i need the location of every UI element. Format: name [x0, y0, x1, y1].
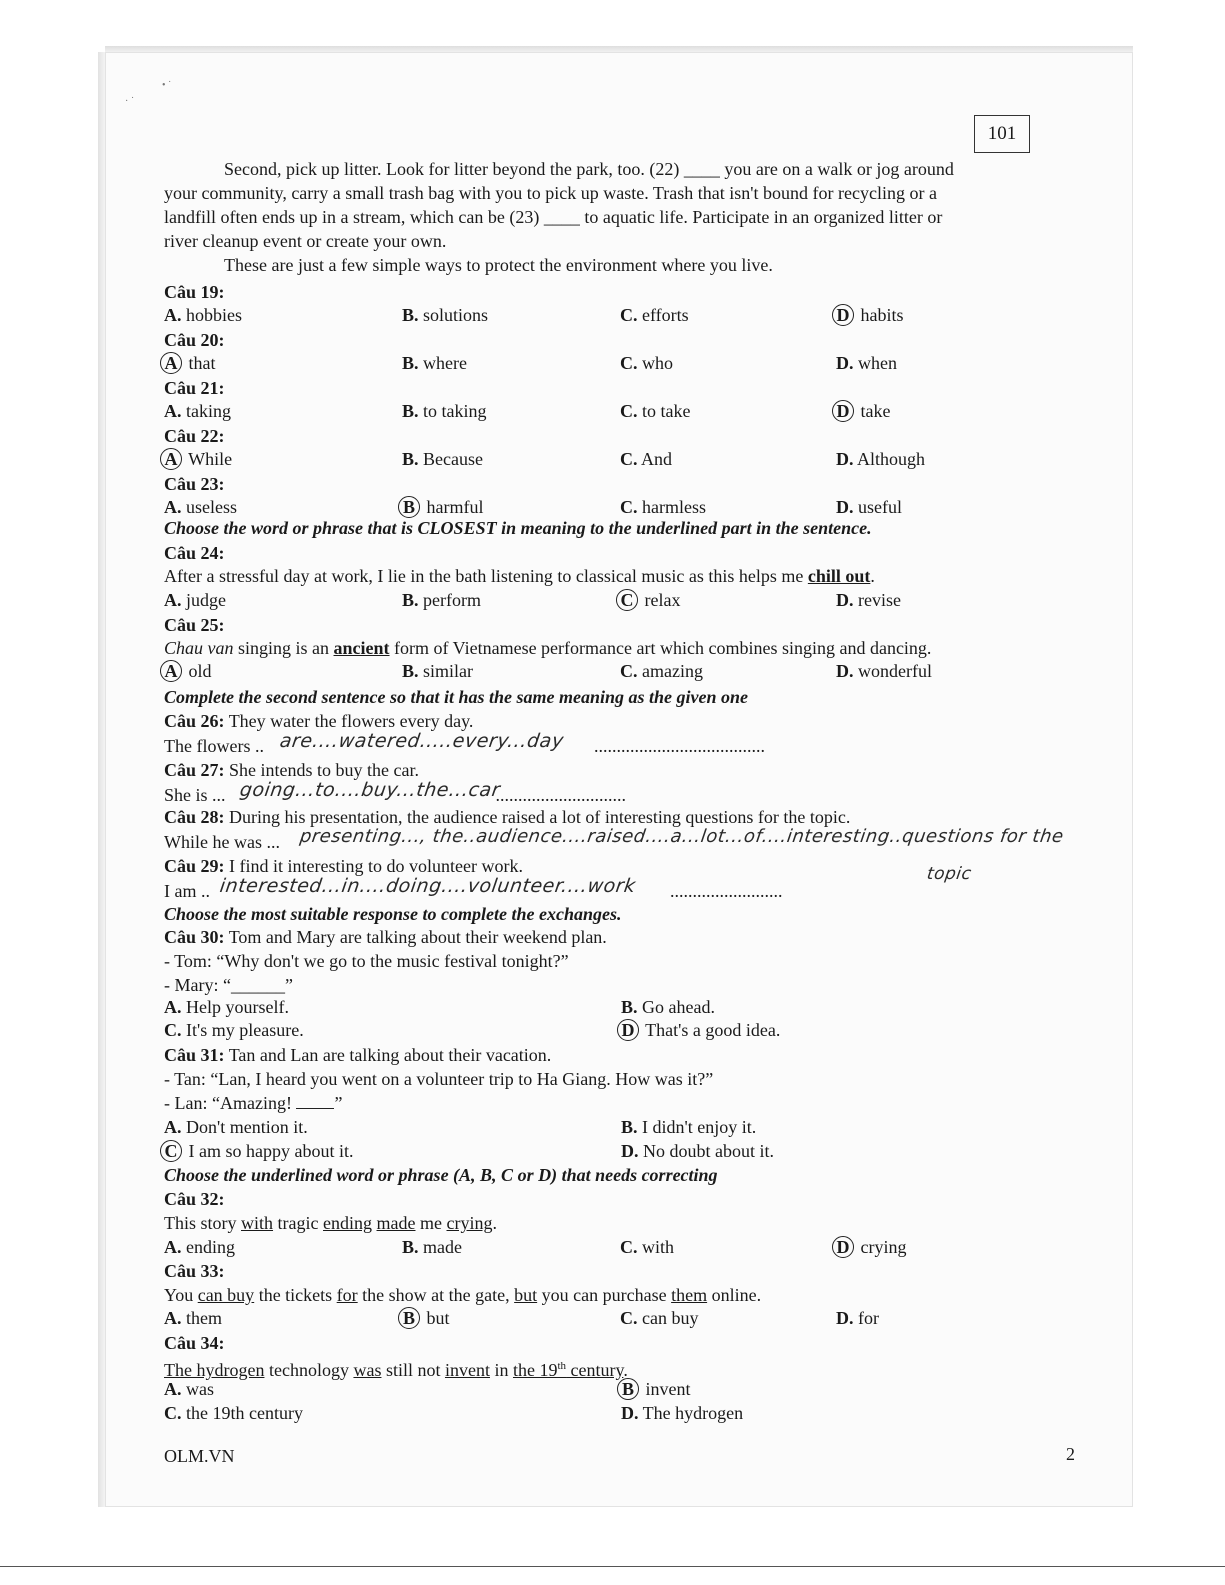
option: [164, 1307, 222, 1329]
question-label: Câu 34:: [164, 1333, 225, 1353]
question-label: Câu 32:: [164, 1189, 225, 1209]
option: [620, 304, 689, 326]
option-letter: A.: [164, 590, 182, 610]
option: [402, 496, 483, 518]
option: [836, 352, 897, 374]
circled-answer: A: [160, 660, 182, 682]
option-letter: D.: [621, 1141, 639, 1161]
instruction: Choose the underlined word or phrase (A, B, C or D) that needs correcting: [164, 1165, 718, 1185]
option-letter: C.: [620, 401, 638, 421]
option-text: relax: [640, 590, 681, 610]
circled-answer: C: [160, 1140, 182, 1162]
option-text: habits: [856, 305, 904, 325]
option: [621, 1402, 743, 1424]
option-letter: A.: [164, 401, 182, 421]
option: [402, 304, 488, 326]
option-text: harmful: [422, 497, 484, 517]
option-letter: B.: [402, 661, 419, 681]
underlined-part: them: [671, 1285, 708, 1305]
option-text: It's my pleasure.: [181, 1020, 304, 1040]
option: [621, 1116, 756, 1138]
option-text: The hydrogen: [638, 1403, 744, 1423]
option: [836, 304, 904, 326]
option-letter: D.: [621, 1403, 639, 1423]
option-text: While: [184, 449, 233, 469]
option-letter: D.: [836, 353, 854, 373]
underlined-part: ending: [323, 1213, 373, 1233]
option-text: ending: [181, 1237, 235, 1257]
passage-line: landfill often ends up in a stream, which can be (23) ____ to aquatic life. Participate in an organized litter or: [164, 207, 943, 227]
option-text: old: [184, 661, 212, 681]
option: [836, 400, 890, 422]
option-text: take: [856, 401, 891, 421]
circled-answer: D: [832, 1236, 854, 1258]
dialogue-line: - Mary: “______”: [164, 975, 293, 995]
option: [620, 589, 680, 611]
option-text: No doubt about it.: [638, 1141, 774, 1161]
option-text: that: [184, 353, 216, 373]
handwritten-answer: going...to....buy...the...car: [238, 779, 502, 801]
option: [836, 589, 901, 611]
option: [620, 660, 703, 682]
question-sentence: The hydrogen technology was still not invent in the 19th century.: [164, 1360, 628, 1380]
instruction: Complete the second sentence so that it has the same meaning as the given one: [164, 687, 749, 707]
handwritten-answer: interested...in....doing....volunteer....work: [218, 875, 638, 897]
option-text: crying: [856, 1237, 907, 1257]
option: [164, 1402, 303, 1424]
circled-answer: A: [160, 448, 182, 470]
option: [164, 448, 232, 470]
option-text: I am so happy about it.: [184, 1141, 354, 1161]
question-label: Câu 25:: [164, 615, 225, 635]
option-text: for: [853, 1308, 879, 1328]
option-letter: D.: [836, 661, 854, 681]
option-letter: C.: [620, 353, 638, 373]
exam-code: 101: [987, 123, 1017, 144]
option-text: harmless: [637, 497, 706, 517]
option-letter: B.: [621, 1117, 638, 1137]
option-letter: B.: [402, 305, 419, 325]
rewrite-answer-line: While he was ...: [164, 832, 280, 852]
option-text: revise: [853, 590, 901, 610]
option-text: when: [853, 353, 897, 373]
option-text: them: [181, 1308, 222, 1328]
option: [164, 1378, 214, 1400]
circled-answer: D: [832, 400, 854, 422]
passage-line: your community, carry a small trash bag with you to pick up waste. Trash that isn't bound for recycling or a: [164, 183, 937, 203]
rewrite-question: Câu 29: I find it interesting to do volunteer work.: [164, 856, 523, 876]
question-sentence: Chau van singing is an ancient form of Vietnamese performance art which combines singing and dancing.: [164, 638, 932, 658]
scan-speck: · ˙: [125, 96, 135, 107]
option-letter: A.: [164, 305, 182, 325]
option-letter: C.: [620, 449, 638, 469]
option-text: perform: [418, 590, 481, 610]
option-text: was: [181, 1379, 214, 1399]
passage-line: Second, pick up litter. Look for litter beyond the park, too. (22) ____ you are on a walk or jog around: [224, 159, 954, 179]
option-letter: A.: [164, 997, 182, 1017]
rewrite-answer-line: The flowers .. ......................................: [164, 736, 765, 756]
handwritten-answer: are....watered.....every...day: [278, 730, 566, 752]
option-text: where: [418, 353, 467, 373]
instruction: Choose the most suitable response to complete the exchanges.: [164, 904, 622, 924]
question-label: Câu 23:: [164, 474, 225, 494]
circled-answer: D: [617, 1019, 639, 1041]
option: [836, 448, 925, 470]
underlined-part: with: [241, 1213, 274, 1233]
option-text: Help yourself.: [181, 997, 289, 1017]
option: [620, 1236, 674, 1258]
dialogue-line: - Lan: “Amazing! ”: [164, 1093, 343, 1113]
circled-answer: A: [160, 352, 182, 374]
option-text: with: [637, 1237, 675, 1257]
option: [164, 1116, 308, 1138]
handwritten-answer: presenting..., the..audience....raised....a...lot...of....interesting..questions for the: [298, 826, 1066, 847]
circled-answer: B: [398, 496, 420, 518]
option: [164, 660, 212, 682]
passage-line: river cleanup event or create your own.: [164, 231, 447, 251]
option: [164, 352, 216, 374]
circled-answer: D: [832, 304, 854, 326]
option: [836, 660, 932, 682]
option-text: solutions: [418, 305, 489, 325]
option: [164, 996, 289, 1018]
dialogue-context: Câu 31: Tan and Lan are talking about their vacation.: [164, 1045, 552, 1065]
option-text: I didn't enjoy it.: [637, 1117, 757, 1137]
option: [621, 1140, 774, 1162]
option-text: judge: [181, 590, 226, 610]
option-letter: C.: [164, 1020, 182, 1040]
question-sentence: You can buy the tickets for the show at the gate, but you can purchase them online.: [164, 1285, 762, 1305]
option-text: wonderful: [853, 661, 932, 681]
option: [621, 996, 715, 1018]
page-number: 2: [1066, 1444, 1075, 1464]
option: [402, 589, 481, 611]
rewrite-question: Câu 28: During his presentation, the audience raised a lot of interesting questions for the topic.: [164, 807, 851, 827]
option: [164, 1140, 353, 1162]
underlined-part: but: [514, 1285, 538, 1305]
blank: [296, 1094, 334, 1109]
option-letter: B.: [402, 590, 419, 610]
option-text: to take: [637, 401, 691, 421]
option-text: made: [418, 1237, 462, 1257]
underlined-part: invent: [444, 1360, 490, 1380]
option-text: similar: [418, 661, 474, 681]
option-text: taking: [181, 401, 231, 421]
option: [164, 496, 237, 518]
option: [620, 400, 690, 422]
option: [402, 448, 483, 470]
dialogue-context: Câu 30: Tom and Mary are talking about their weekend plan.: [164, 927, 607, 947]
option: [621, 1378, 691, 1400]
option-letter: B.: [402, 353, 419, 373]
option-letter: C.: [620, 661, 638, 681]
option: [402, 400, 487, 422]
option-text: useless: [181, 497, 237, 517]
option-letter: A.: [164, 1308, 182, 1328]
option-letter: D.: [836, 590, 854, 610]
option-text: who: [637, 353, 673, 373]
circled-answer: B: [398, 1307, 420, 1329]
option-text: That's a good idea.: [641, 1020, 781, 1040]
option-letter: B.: [402, 1237, 419, 1257]
option: [164, 589, 226, 611]
option: [836, 1307, 879, 1329]
option-text: efforts: [637, 305, 689, 325]
passage-line: These are just a few simple ways to protect the environment where you live.: [224, 255, 773, 275]
option-letter: B.: [621, 997, 638, 1017]
underlined-part: the 19th century: [512, 1360, 624, 1380]
underlined-part: made: [376, 1213, 416, 1233]
option-letter: D.: [836, 1308, 854, 1328]
exam-code-box: [974, 115, 1030, 153]
option-text: to taking: [418, 401, 487, 421]
underlined-phrase: chill out: [807, 566, 871, 586]
option: [620, 352, 673, 374]
rewrite-answer-line: I am .. .........................: [164, 881, 783, 901]
option-text: useful: [853, 497, 902, 517]
instruction: Choose the word or phrase that is CLOSEST in meaning to the underlined part in the sentence.: [164, 518, 872, 538]
option: [164, 1019, 304, 1041]
question-label: Câu 21:: [164, 378, 225, 398]
option-letter: C.: [620, 1308, 638, 1328]
option-letter: C.: [164, 1403, 182, 1423]
option: [402, 1236, 462, 1258]
question-label: Câu 33:: [164, 1261, 225, 1281]
option: [621, 1019, 780, 1041]
option: [836, 496, 902, 518]
option-text: can buy: [637, 1308, 699, 1328]
question-sentence: This story with tragic ending made me crying.: [164, 1213, 497, 1233]
underlined-part: The hydrogen: [164, 1360, 265, 1380]
option: [402, 352, 467, 374]
circled-answer: B: [617, 1378, 639, 1400]
question-label: Câu 22:: [164, 426, 225, 446]
option-letter: D.: [836, 497, 854, 517]
question-label: Câu 20:: [164, 330, 225, 350]
option-letter: D.: [836, 449, 854, 469]
underlined-word: ancient: [333, 638, 390, 658]
option-letter: A.: [164, 1117, 182, 1137]
question-label: Câu 24:: [164, 543, 225, 563]
scan-speck: • ˙: [162, 80, 172, 91]
option-letter: C.: [620, 1237, 638, 1257]
underlined-part: crying: [446, 1213, 493, 1233]
option-letter: C.: [620, 497, 638, 517]
option-text: but: [422, 1308, 450, 1328]
option-text: Because: [418, 449, 483, 469]
underlined-part: was: [353, 1360, 382, 1380]
underlined-part: for: [336, 1285, 358, 1305]
option-text: hobbies: [181, 305, 242, 325]
option-text: amazing: [637, 661, 703, 681]
option: [164, 400, 231, 422]
option-text: Go ahead.: [637, 997, 715, 1017]
option-letter: A.: [164, 1379, 182, 1399]
option-text: the 19th century: [181, 1403, 303, 1423]
option: [402, 660, 473, 682]
option-text: Don't mention it.: [181, 1117, 308, 1137]
option-letter: A.: [164, 497, 182, 517]
option-letter: B.: [402, 449, 419, 469]
option: [164, 1236, 235, 1258]
option: [620, 448, 672, 470]
option: [836, 1236, 906, 1258]
underlined-part: can buy: [197, 1285, 255, 1305]
dialogue-line: - Tan: “Lan, I heard you went on a volunteer trip to Ha Giang. How was it?”: [164, 1069, 714, 1089]
option-letter: A.: [164, 1237, 182, 1257]
footer-site: OLM.VN: [164, 1446, 235, 1466]
rewrite-question: Câu 27: She intends to buy the car.: [164, 760, 419, 780]
option: [620, 1307, 698, 1329]
handwritten-answer: topic: [925, 864, 973, 884]
circled-answer: C: [616, 589, 638, 611]
option-text: invent: [641, 1379, 691, 1399]
option-text: And: [637, 449, 673, 469]
dialogue-line: - Tom: “Why don't we go to the music festival tonight?”: [164, 951, 569, 971]
option-letter: B.: [402, 401, 419, 421]
scan-border: [0, 1566, 1225, 1567]
question-label: Câu 19:: [164, 282, 225, 302]
option: [164, 304, 242, 326]
rewrite-question: Câu 26: They water the flowers every day.: [164, 711, 474, 731]
question-sentence: After a stressful day at work, I lie in the bath listening to classical music as this helps me chill out.: [164, 566, 875, 586]
option: [402, 1307, 450, 1329]
option-text: Although: [853, 449, 926, 469]
option: [620, 496, 706, 518]
option-letter: C.: [620, 305, 638, 325]
rewrite-answer-line: She is ... .............................: [164, 785, 627, 805]
